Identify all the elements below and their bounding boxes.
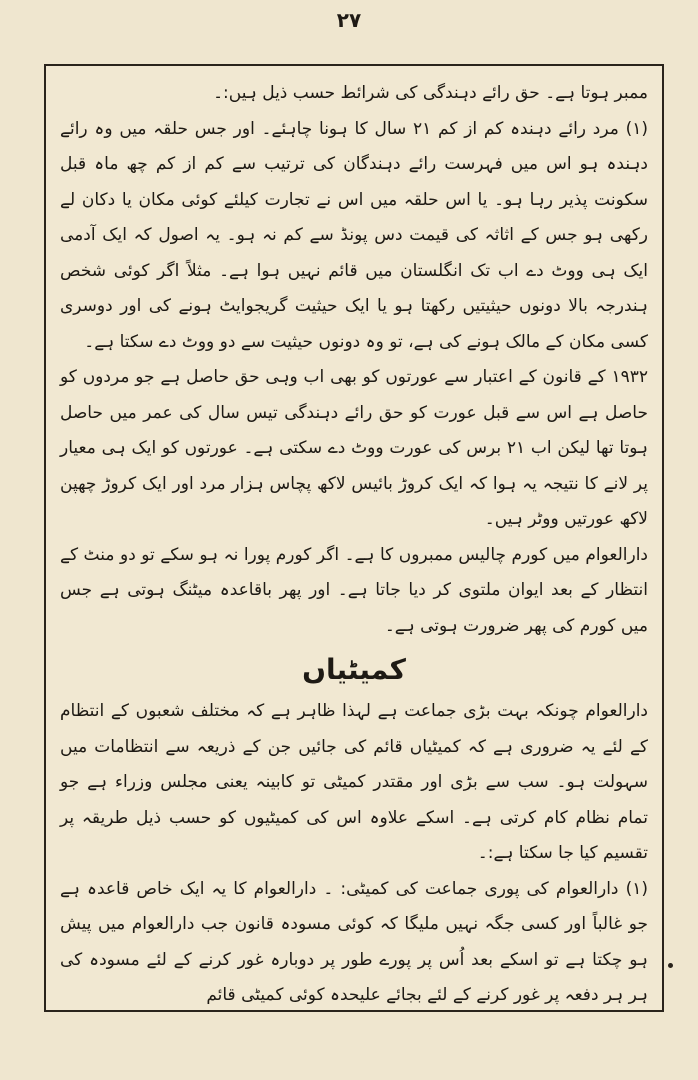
- page-number: ۲۷: [336, 8, 362, 32]
- paragraph-women-voters: ۱۹۳۲ کے قانون کے اعتبار سے عورتوں کو بھی اب وہی حق حاصل ہے جو مردوں کو حاصل ہے اس سے قبل عورت کو حق رائے دہندگی تیس سال کی عمر میں حاصل ہوتا تھا لیکن اب ۲۱ برس کی عورت ووٹ دے سکتی ہے۔ عورتوں کو ایک ہی معیار پر لانے کا نتیجہ یہ ہوا کہ ایک کروڑ بائیس لاکھ پچاس ہزار مرد اور ایک کروڑ چھپن لاکھ عورتیں ووٹر ہیں۔: [60, 367, 648, 529]
- page-frame: [44, 64, 664, 1012]
- section-heading: کمیٹیاں: [302, 653, 406, 686]
- body-text: [60, 76, 648, 1012]
- paragraph-whole-house-committee: (۱) دارالعوام کی پوری جماعت کی کمیٹی: ۔ دارالعوام کا یہ ایک خاص قاعدہ ہے جو غالباً اور کسی جگہ نہیں ملیگا کہ کوئی مسودہ قانون جب دارالعوام میں پیش ہو چکتا ہے تو اسکے بعد اُس پر پورے طور پر دوبارہ غور کرنے کے لئے مسودہ کی ہر ہر دفعہ پر غور کرنے کے لئے بجائے علیحدہ کوئی کمیٹی قائم: [60, 878, 648, 1005]
- paragraph-committees-intro: دارالعوام چونکہ بہت بڑی جماعت ہے لہذا ظاہر ہے کہ مختلف شعبوں کے انتظام کے لئے یہ ضروری ہے کہ کمیٹیاں قائم کی جائیں جن کے ذریعہ سے انتظامات میں سہولت ہو۔ سب سے بڑی اور مقتدر کمیٹی تو کابینہ یعنی مجلس وزراء ہے جو تمام نظام کام کرتی ہے۔ اسکے علاوہ اس کی کمیٹیوں کو حسب ذیل طریقہ پر تقسیم کیا جا سکتا ہے:۔: [60, 701, 648, 863]
- paragraph-male-voters: (۱) مرد رائے دہندہ کم از کم ۲۱ سال کا ہونا چاہئے۔ اور جس حلقہ میں وہ رائے دہندہ ہو اس میں فہرست رائے دہندگان کی ترتیب سے کم از کم چھ ماہ قبل سکونت پذیر رہا ہو۔ یا اس حلقہ میں اس نے تجارت کیلئے کوئی مکان یا دکان لے رکھی ہو جس کے اثاثہ کی قیمت دس پونڈ سے کم نہ ہو۔ یہ اصول کہ ایک آدمی ایک ہی ووٹ دے اب تک انگلستان میں قائم نہیں ہوا ہے۔ مثلاً اگر کوئی شخص ہندرجہ بالا دونوں حیثیتیں رکھتا ہو یا ایک حیثیت گریجوایٹ ہونے کی اور دوسری کسی مکان کے مالک ہونے کی ہے، تو وہ دونوں حیثیت سے دو ووٹ دے سکتا ہے۔: [60, 118, 648, 352]
- paragraph-membership-conditions: ممبر ہوتا ہے۔ حق رائے دہندگی کی شرائط حسب ذیل ہیں:۔: [213, 83, 648, 103]
- paragraph-quorum: دارالعوام میں کورم چالیس ممبروں کا ہے۔ اگر کورم پورا نہ ہو سکے تو دو منٹ کے انتظار کے بعد ایوان ملتوی کر دیا جاتا ہے۔ اور پھر باقاعدہ میٹنگ ہوتی ہے جس میں کورم کی پھر ضرورت ہوتی ہے۔: [60, 544, 648, 636]
- margin-dot: [668, 963, 673, 968]
